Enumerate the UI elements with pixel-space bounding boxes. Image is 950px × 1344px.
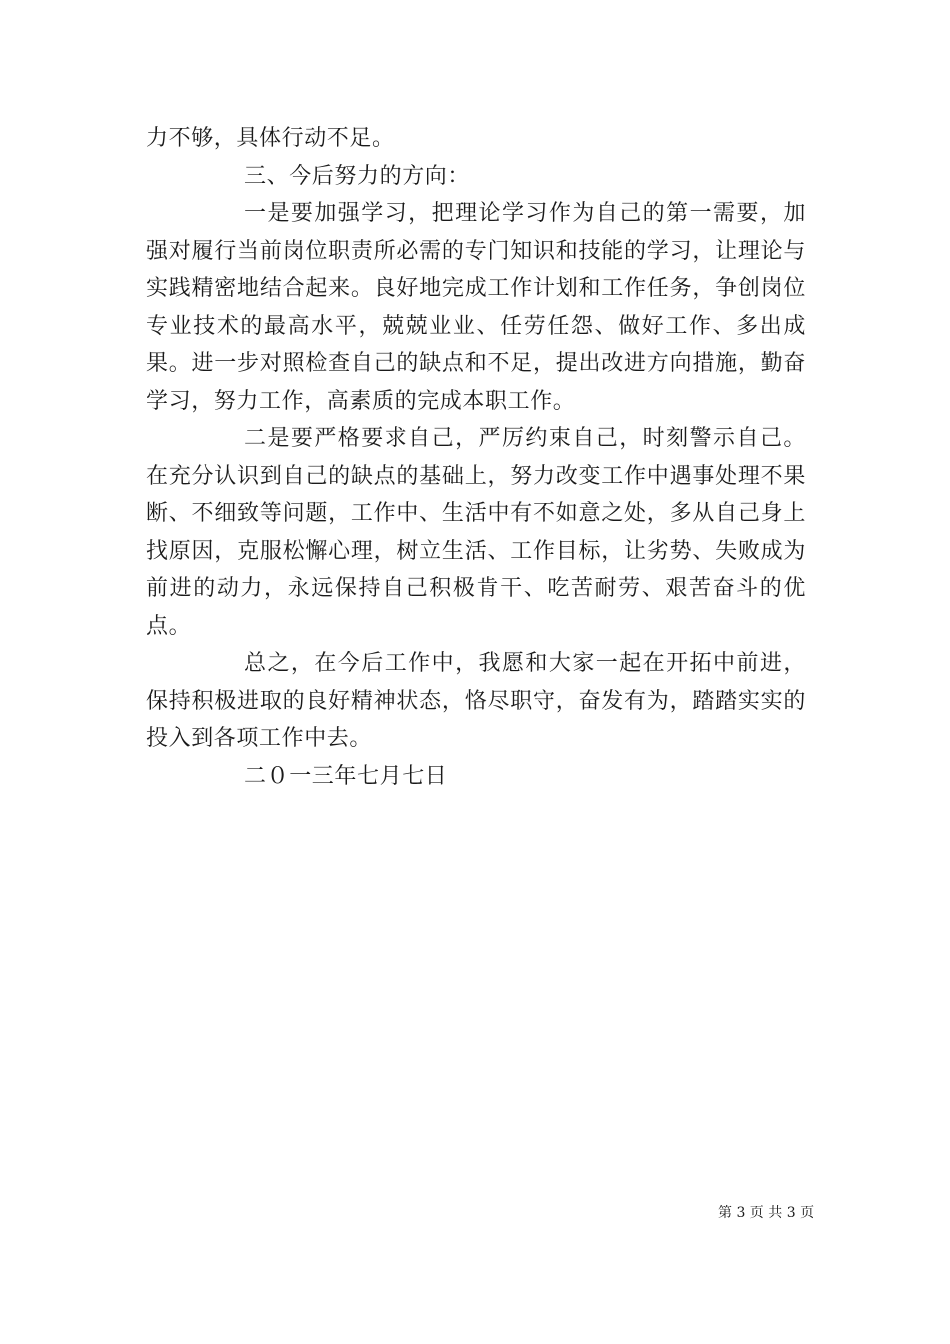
section-heading: 三、今后努力的方向： bbox=[244, 163, 471, 189]
page-number-footer: 第 3 页 共 3 页 bbox=[718, 1205, 815, 1221]
paragraph-study: 一是要加强学习，把理论学习作为自己的第一需要，加强对履行当前岗位职责所必需的专门知识和技能的学习，让理论与实践精密地结合起来。良好地完成工作计划和工作任务，争创岗位专业技术的最高水平，兢兢业业、任劳任怨、做好工作、多出成果。进一步对照检查自己的缺点和不足，提出改进方向措施，勤奋学习，努力工作，高素质的完成本职工作。 bbox=[146, 201, 806, 414]
paragraph-conclusion: 总之，在今后工作中，我愿和大家一起在开拓中前进，保持积极进取的良好精神状态，恪尽职守，奋发有为，踏踏实实的投入到各项工作中去。 bbox=[146, 651, 806, 751]
document-date: 二０一三年七月七日 bbox=[244, 763, 448, 789]
paragraph-continuation: 力不够，具体行动不足。 bbox=[146, 126, 395, 151]
paragraph-self-discipline: 二是要严格要求自己，严厉约束自己，时刻警示自己。在充分认识到自己的缺点的基础上，努力改变工作中遇事处理不果断、不细致等问题，工作中、生活中有不如意之处，多从自己身上找原因，克服松懈心理，树立生活、工作目标，让劣势、失败成为前进的动力，永远保持自己积极肯干、吃苦耐劳、艰苦奋斗的优点。 bbox=[146, 426, 806, 639]
document-body bbox=[146, 120, 806, 795]
